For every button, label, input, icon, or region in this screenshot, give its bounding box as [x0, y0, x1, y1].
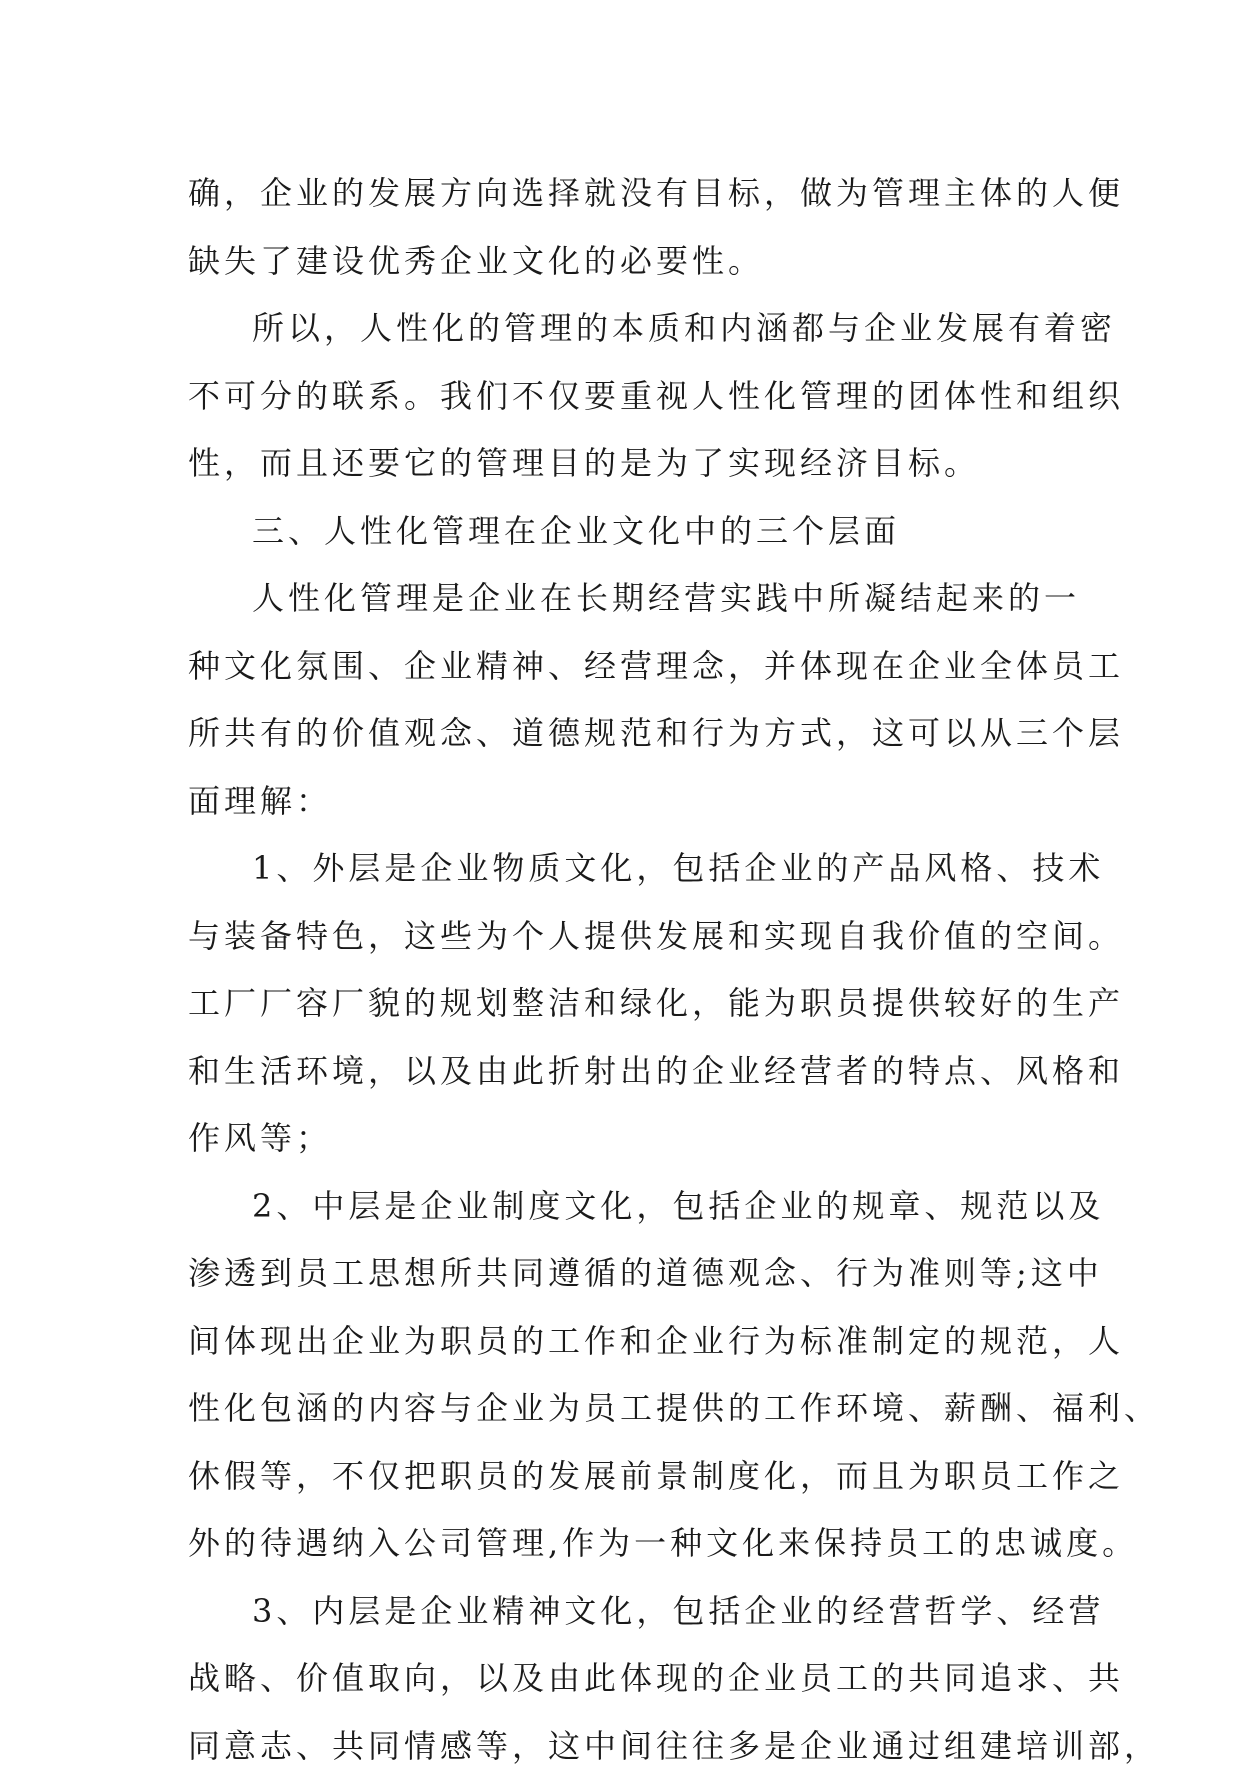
- text-line: 种文化氛围、企业精神、经营理念，并体现在企业全体员工: [188, 633, 1068, 701]
- text-line: 同意志、共同情感等，这中间往往多是企业通过组建培训部，: [188, 1713, 1068, 1780]
- text-line: 不可分的联系。我们不仅要重视人性化管理的团体性和组织: [188, 363, 1068, 431]
- text-line: 面理解：: [188, 768, 1068, 836]
- text-line: 间体现出企业为职员的工作和企业行为标准制定的规范，人: [188, 1308, 1068, 1376]
- text-line: 工厂厂容厂貌的规划整洁和绿化，能为职员提供较好的生产: [188, 970, 1068, 1038]
- text-line: 缺失了建设优秀企业文化的必要性。: [188, 228, 1068, 296]
- text-line: 确，企业的发展方向选择就没有目标，做为管理主体的人便: [188, 160, 1068, 228]
- text-line: 2、中层是企业制度文化，包括企业的规章、规范以及: [188, 1173, 1068, 1241]
- text-line: 1、外层是企业物质文化，包括企业的产品风格、技术: [188, 835, 1068, 903]
- text-line: 和生活环境，以及由此折射出的企业经营者的特点、风格和: [188, 1038, 1068, 1106]
- section-heading: 三、人性化管理在企业文化中的三个层面: [188, 498, 1068, 566]
- text-line: 所以，人性化的管理的本质和内涵都与企业发展有着密: [188, 295, 1068, 363]
- text-line: 战略、价值取向，以及由此体现的企业员工的共同追求、共: [188, 1645, 1068, 1713]
- text-line: 渗透到员工思想所共同遵循的道德观念、行为准则等;这中: [188, 1240, 1068, 1308]
- text-line: 休假等，不仅把职员的发展前景制度化，而且为职员工作之: [188, 1443, 1068, 1511]
- document-body: [188, 160, 1068, 1780]
- text-line: 3、内层是企业精神文化，包括企业的经营哲学、经营: [188, 1578, 1068, 1646]
- text-line: 外的待遇纳入公司管理,作为一种文化来保持员工的忠诚度。: [188, 1510, 1068, 1578]
- text-line: 人性化管理是企业在长期经营实践中所凝结起来的一: [188, 565, 1068, 633]
- text-line: 性，而且还要它的管理目的是为了实现经济目标。: [188, 430, 1068, 498]
- text-line: 性化包涵的内容与企业为员工提供的工作环境、薪酬、福利、: [188, 1375, 1068, 1443]
- text-line: 所共有的价值观念、道德规范和行为方式，这可以从三个层: [188, 700, 1068, 768]
- text-line: 作风等；: [188, 1105, 1068, 1173]
- text-line: 与装备特色，这些为个人提供发展和实现自我价值的空间。: [188, 903, 1068, 971]
